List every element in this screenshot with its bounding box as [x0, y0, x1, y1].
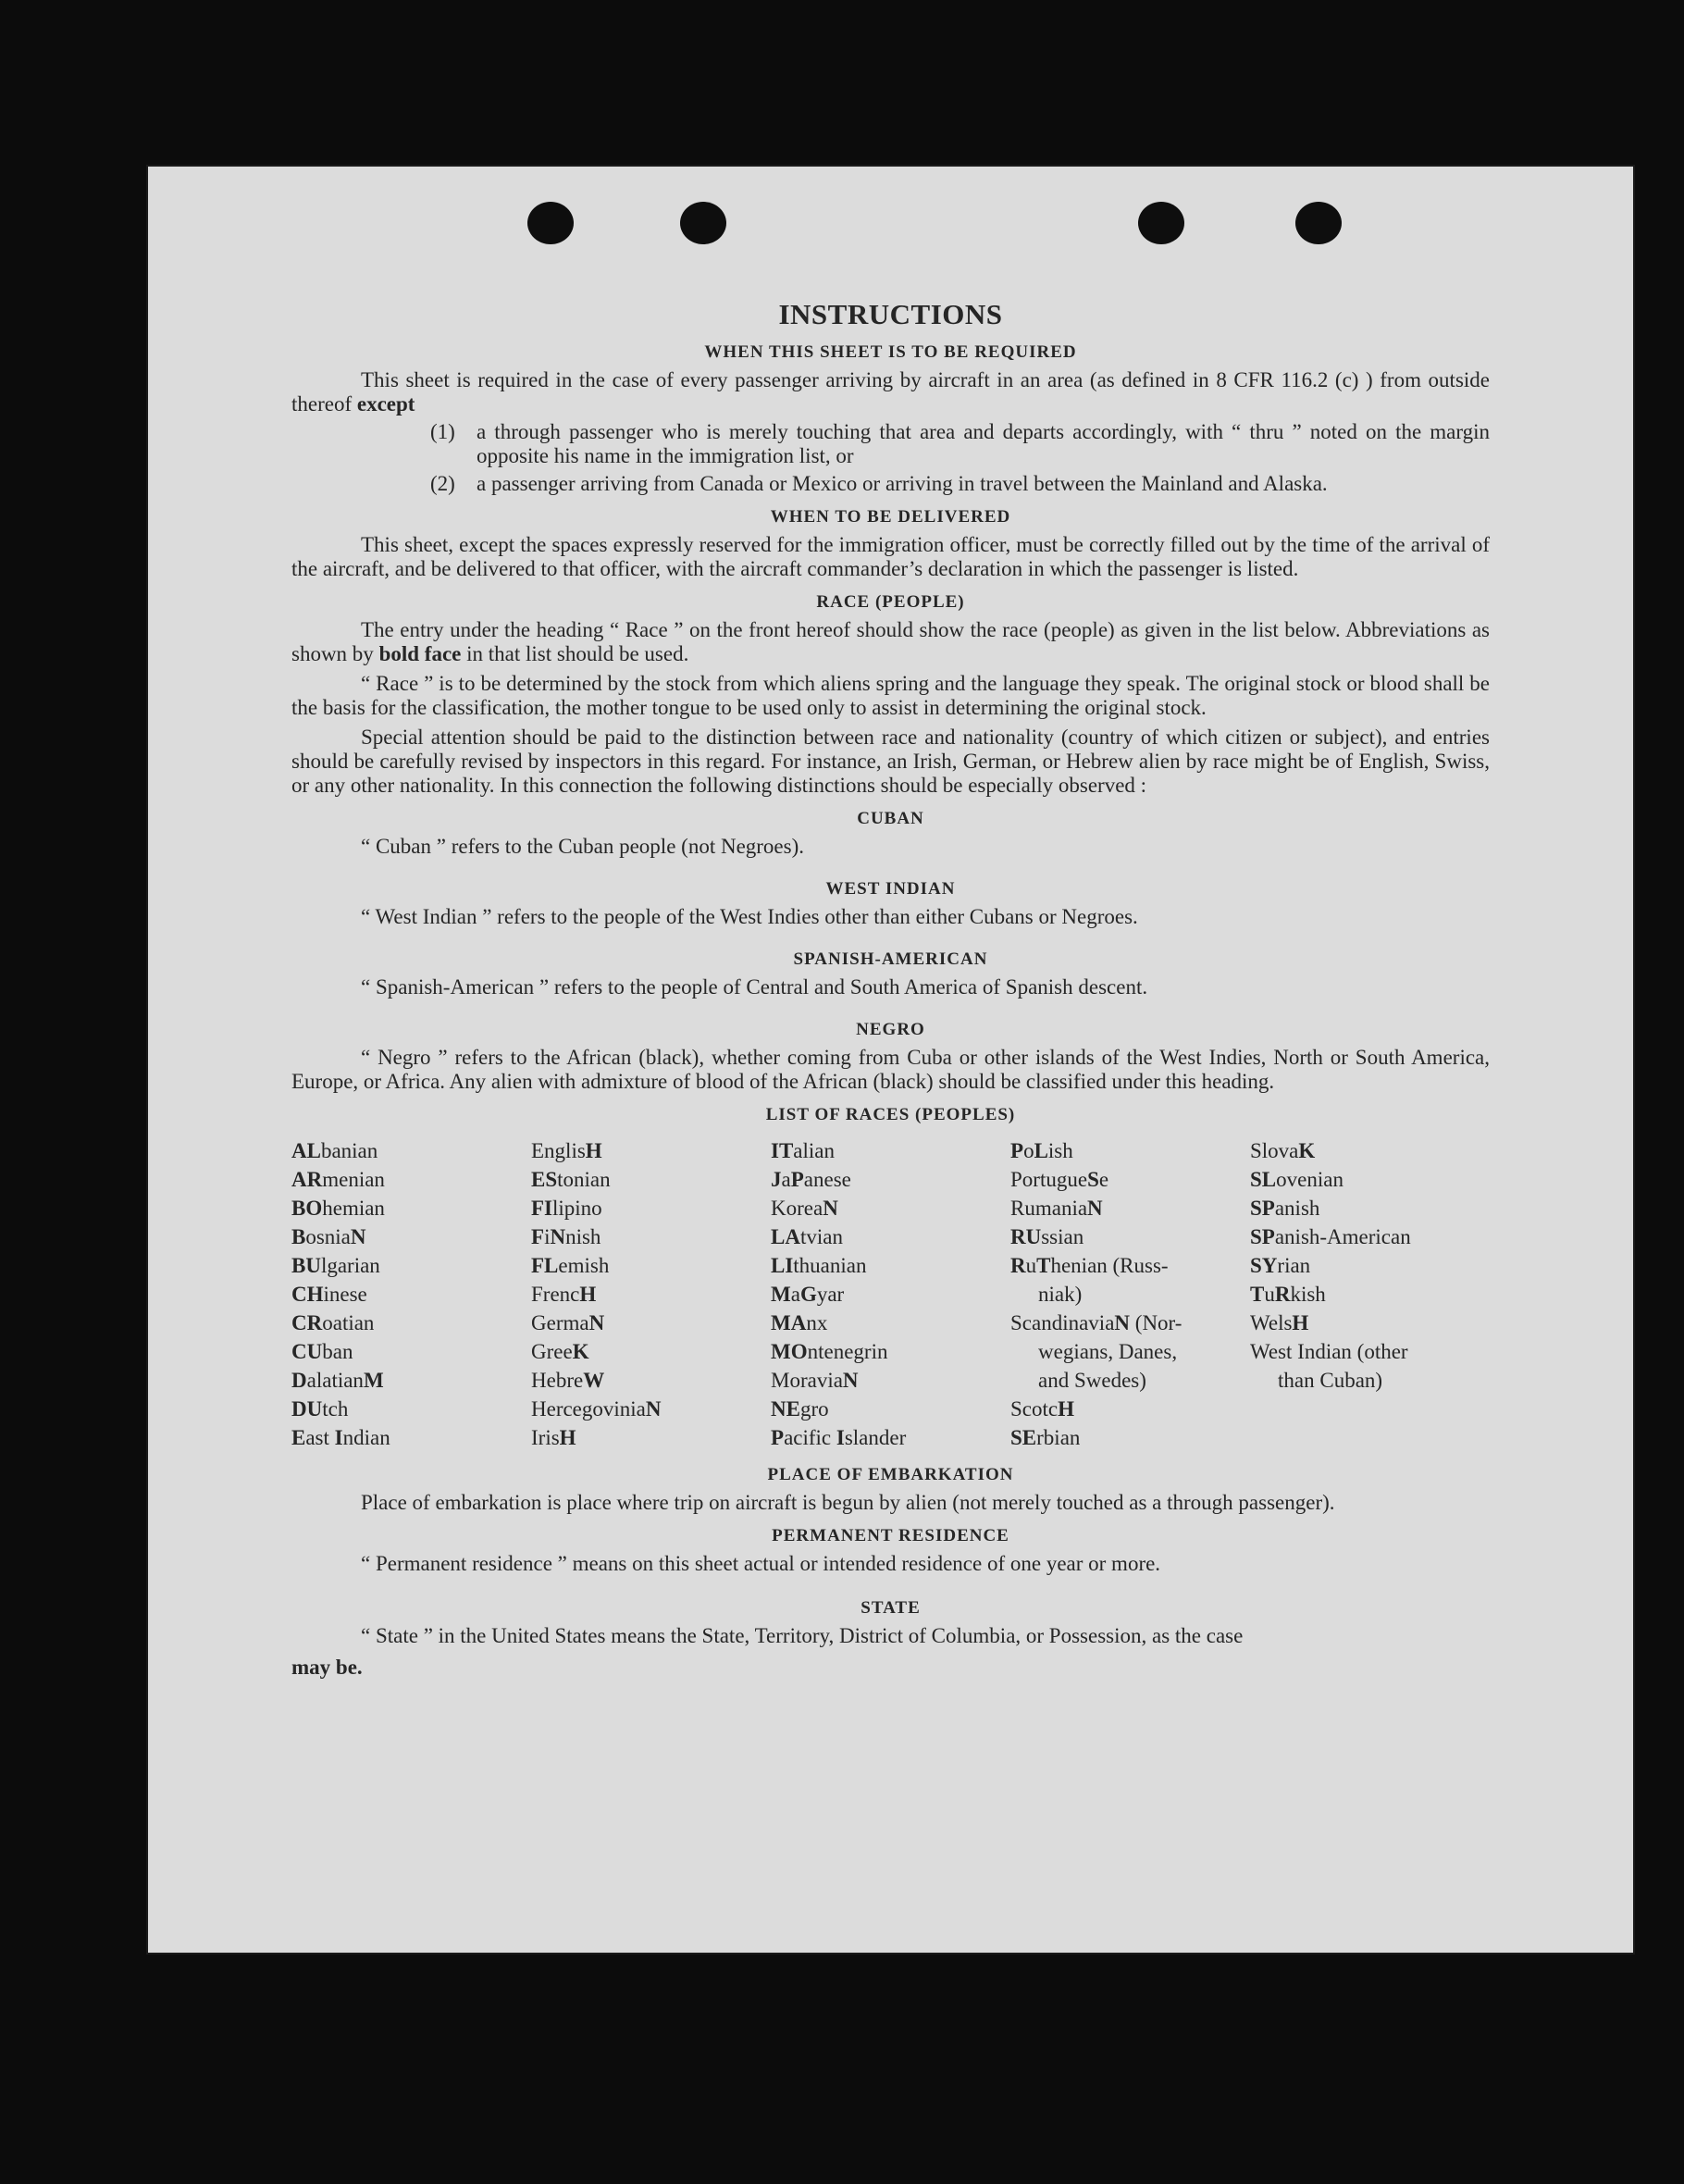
section-heading-residence: PERMANENT RESIDENCE — [772, 1526, 1009, 1545]
race-entry: LIthuanian — [771, 1254, 867, 1277]
section-heading-race-list: LIST OF RACES (PEOPLES) — [765, 1105, 1016, 1124]
race-entry: PortugueSe — [1010, 1168, 1109, 1191]
race-entry: SYrian — [1250, 1254, 1311, 1277]
section-heading-embarkation: PLACE OF EMBARKATION — [767, 1465, 1014, 1484]
race-entry: EnglisH — [531, 1139, 602, 1162]
embarkation-text: Place of embarkation is place where trip on aircraft is begun by alien (not merely touched as a through passenger). — [361, 1491, 1335, 1514]
race-entry: East Indian — [291, 1426, 390, 1449]
race-entry: SLovenian — [1250, 1168, 1343, 1191]
list-item: (1) a through passenger who is merely touching that area and departs accordingly, with “ thru ” noted on the margin opposite his name in the immigration list, or — [430, 420, 1490, 467]
race-entry: ITalian — [771, 1139, 835, 1162]
race-entry: FIlipino — [531, 1197, 602, 1220]
required-intro: This sheet is required in the case of every passenger arriving by aircraft in an area (as defined in 8 CFR 116.2 (c) ) from outside thereof except — [291, 368, 1490, 416]
negro-text: “ Negro ” refers to the African (black), whether coming from Cuba or other islands of the West Indies, North or South America, Europe, or Africa. Any alien with admixture of blood of the African (black) should be classified under this heading. — [291, 1046, 1490, 1093]
list-item: (2) a passenger arriving from Canada or Mexico or arriving in travel between the Mainland and Alaska. — [430, 472, 1328, 495]
section-heading-west-indian: WEST INDIAN — [825, 879, 956, 899]
document-page — [148, 167, 1633, 1953]
race-entry: BUlgarian — [291, 1254, 380, 1277]
race-entry: MoraviaN — [771, 1369, 859, 1392]
cuban-text: “ Cuban ” refers to the Cuban people (not Negroes). — [361, 835, 805, 858]
west-indian-text: “ West Indian ” refers to the people of the West Indies other than either Cubans or Negroes. — [361, 905, 1138, 928]
race-entry: ScandinaviaN (Nor- — [1010, 1311, 1183, 1334]
race-entry: PoLish — [1010, 1139, 1073, 1162]
race-column — [531, 1136, 771, 1452]
spanish-american-text: “ Spanish-American ” refers to the people of Central and South America of Spanish descent. — [361, 975, 1148, 999]
race-entry: MOntenegrin — [771, 1340, 888, 1363]
delivered-text: This sheet, except the spaces expressly reserved for the immigration officer, must be correctly filled out by the time of the arrival of the aircraft, and be delivered to that officer, with the aircraft commander’s declaration in which the passenger is listed. — [291, 533, 1490, 580]
race-paragraph-2: “ Race ” is to be determined by the stock from which aliens spring and the language they speak. The original stock or blood shall be the basis for the classification, the mother tongue to be used only to assist in determining the original stock. — [291, 672, 1490, 719]
race-entry: DalatianM — [291, 1369, 384, 1392]
section-heading-cuban: CUBAN — [857, 809, 924, 828]
race-entry: niak) — [1038, 1283, 1083, 1306]
race-entry: HebreW — [531, 1369, 605, 1392]
race-entry: BOhemian — [291, 1197, 385, 1220]
race-entry: CUban — [291, 1340, 353, 1363]
race-entry: West Indian (other — [1250, 1340, 1408, 1363]
race-paragraph-1: The entry under the heading “ Race ” on the front hereof should show the race (people) as given in the list below. Abbreviations as shown by bold face in that list should be used. — [291, 618, 1490, 665]
except-bold: except — [356, 392, 415, 416]
race-column — [1010, 1136, 1250, 1452]
race-entry: KoreaN — [771, 1197, 838, 1220]
race-entry: and Swedes) — [1038, 1369, 1146, 1392]
race-entry: MaGyar — [771, 1283, 845, 1306]
race-entry: SPanish-American — [1250, 1225, 1411, 1248]
race-entry: SErbian — [1010, 1426, 1081, 1449]
race-entry: WelsH — [1250, 1311, 1309, 1334]
race-entry: ScotcH — [1010, 1397, 1074, 1421]
race-entry: FrencH — [531, 1283, 597, 1306]
page-title: INSTRUCTIONS — [778, 298, 1003, 330]
race-entry: EStonian — [531, 1168, 611, 1191]
race-entry: SlovaK — [1250, 1139, 1316, 1162]
instructions-content — [291, 298, 1490, 1680]
race-entry: LAtvian — [771, 1225, 843, 1248]
section-heading-race: RACE (PEOPLE) — [816, 592, 965, 612]
race-entry: HercegoviniaN — [531, 1397, 662, 1421]
race-entry: MAnx — [771, 1311, 828, 1334]
race-entry: than Cuban) — [1278, 1369, 1383, 1392]
residence-text: “ Permanent residence ” means on this sheet actual or intended residence of one year or more. — [361, 1552, 1161, 1575]
race-entry: ARmenian — [291, 1168, 385, 1191]
race-entry: FiNnish — [531, 1225, 601, 1248]
race-entry: SPanish — [1250, 1197, 1320, 1220]
state-text-end: may be. — [291, 1656, 363, 1679]
race-entry: RuThenian (Russ- — [1010, 1254, 1169, 1277]
punch-hole — [527, 202, 574, 244]
race-column — [771, 1136, 1010, 1452]
race-column — [291, 1136, 531, 1452]
section-heading-required: WHEN THIS SHEET IS TO BE REQUIRED — [704, 342, 1077, 362]
race-entry: GreeK — [531, 1340, 589, 1363]
section-heading-delivered: WHEN TO BE DELIVERED — [770, 507, 1011, 527]
race-entry: CHinese — [291, 1283, 367, 1306]
race-entry: wegians, Danes, — [1038, 1340, 1178, 1363]
race-entry: GermaN — [531, 1311, 605, 1334]
section-heading-spanish-american: SPANISH-AMERICAN — [793, 949, 988, 969]
race-entry: NEgro — [771, 1397, 829, 1421]
race-entry: TuRkish — [1250, 1283, 1326, 1306]
section-heading-negro: NEGRO — [856, 1020, 925, 1039]
race-paragraph-3: Special attention should be paid to the distinction between race and nationality (country of which citizen or subject), and entries should be carefully revised by inspectors in this regard. For instance, an Irish, German, or Hebrew alien by race might be of English, Swiss, or any other nationality. In this connection the following distinctions should be especially observed : — [291, 726, 1490, 797]
race-entry: DUtch — [291, 1397, 349, 1421]
punch-hole — [1138, 202, 1184, 244]
race-entry: JaPanese — [771, 1168, 851, 1191]
race-list — [291, 1136, 1490, 1452]
section-heading-state: STATE — [861, 1598, 921, 1618]
race-entry: IrisH — [531, 1426, 576, 1449]
punch-hole — [680, 202, 726, 244]
race-entry: ALbanian — [291, 1139, 378, 1162]
race-entry: RumaniaN — [1010, 1197, 1103, 1220]
state-text: “ State ” in the United States means the State, Territory, District of Columbia, or Possession, as the case — [361, 1624, 1244, 1647]
race-entry: FLemish — [531, 1254, 610, 1277]
race-entry: BosniaN — [291, 1225, 366, 1248]
race-entry: Pacific Islander — [771, 1426, 907, 1449]
punch-hole — [1295, 202, 1342, 244]
race-entry: RUssian — [1010, 1225, 1084, 1248]
race-entry: CRoatian — [291, 1311, 375, 1334]
race-column — [1250, 1136, 1490, 1452]
